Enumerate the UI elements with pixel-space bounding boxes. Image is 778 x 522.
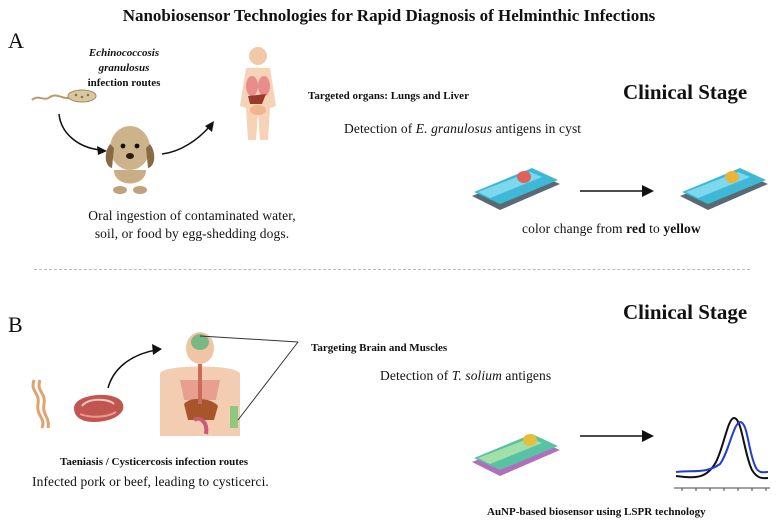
dog-icon: [100, 118, 160, 196]
panel-a-species-label: [66, 46, 182, 91]
tapeworm-segment-icon: [28, 378, 54, 430]
ingestion-text: [66, 207, 318, 243]
species-name: Echinococcosis granulosus: [88, 47, 160, 74]
targeting-brain-muscles-label: Targeting Brain and Muscles: [311, 342, 448, 354]
color-yellow-label: yellow: [663, 221, 701, 236]
detection-species: E. granulosus: [415, 121, 493, 136]
lspr-spectrum-icon: [672, 414, 772, 494]
infected-pork-text: Infected pork or beef, leading to cysticerci.: [32, 474, 269, 489]
panel-a-detection-text: [344, 121, 581, 137]
panel-a-clinical-stage: Clinical Stage: [623, 80, 748, 104]
detection-b-suffix: antigens: [501, 368, 552, 383]
color-prefix: color change from: [522, 221, 627, 236]
targeted-organs-label: Targeted organs: Lungs and Liver: [308, 90, 469, 102]
panel-divider: [34, 269, 750, 270]
biosensor-chip-red-icon: [472, 166, 562, 214]
color-change-text: [522, 221, 701, 237]
aunp-caption: AuNP-based biosensor using LSPR technology: [487, 506, 706, 518]
panel-a-letter: A: [8, 28, 24, 53]
color-red-label: red: [626, 221, 646, 236]
arrow-dog-to-body-icon: [158, 120, 218, 160]
detection-b-species: T. solium: [451, 368, 502, 383]
taeniasis-routes-label: Taeniasis / Cysticercosis infection routes: [60, 456, 249, 468]
panel-b-clinical-stage: Clinical Stage: [623, 300, 748, 324]
biosensor-chip-yellow-icon: [680, 166, 770, 214]
ingestion-line-1: Oral ingestion of contaminated water,: [88, 208, 296, 223]
panel-b-letter: B: [8, 312, 23, 337]
tapeworm-icon: [30, 88, 100, 108]
figure-title: Nanobiosensor Technologies for Rapid Diagnosis of Helminthic Infections: [122, 6, 656, 25]
arrow-red-to-yellow-icon: [580, 180, 660, 200]
detection-suffix: antigens in cyst: [492, 121, 582, 136]
panel-b-detection-text: [380, 368, 551, 384]
ingestion-line-2: soil, or food by egg-shedding dogs.: [94, 226, 290, 241]
human-organs-icon: [232, 46, 284, 142]
arrow-chip-to-spectrum-icon: [580, 427, 660, 447]
infection-routes-label: infection routes: [87, 77, 161, 89]
aunp-chip-icon: [472, 432, 562, 478]
detection-prefix: Detection of: [344, 121, 416, 136]
zoom-lines-icon: [196, 330, 300, 426]
detection-b-prefix: Detection of: [380, 368, 452, 383]
color-mid: to: [645, 221, 664, 236]
meat-icon: [70, 390, 126, 424]
